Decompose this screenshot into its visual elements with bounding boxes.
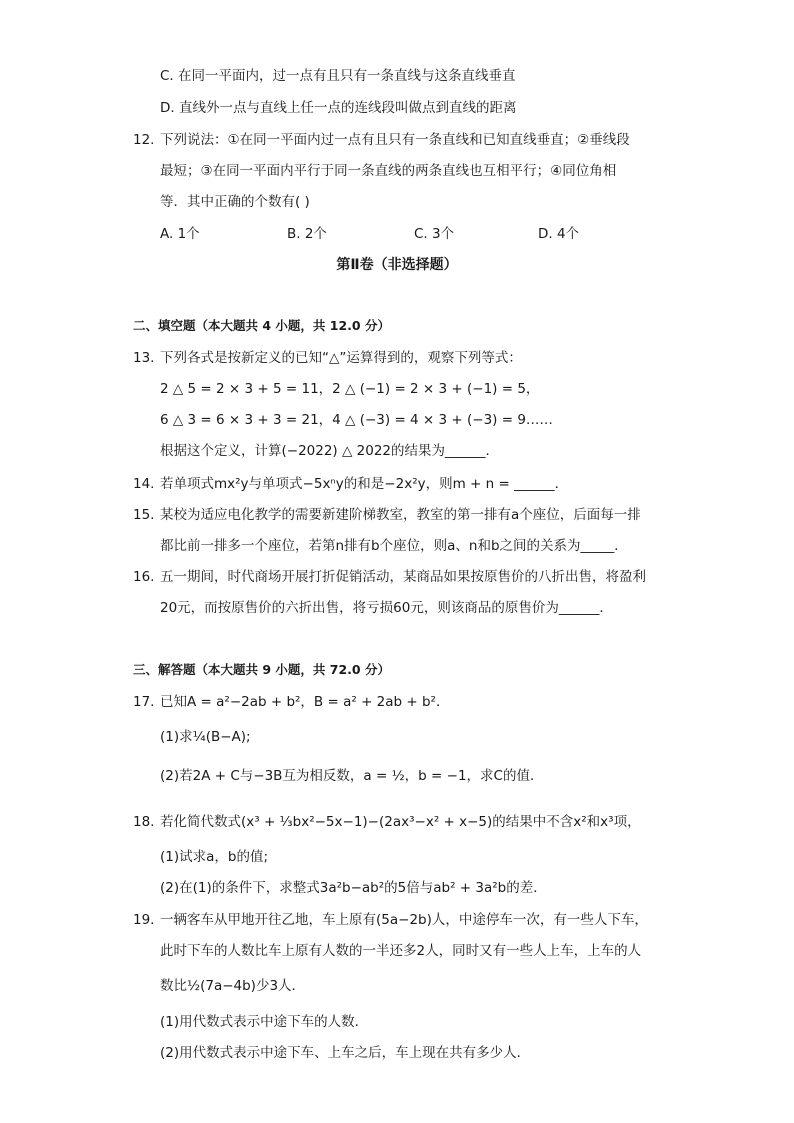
q14-text-line1: 若单项式mx²y与单项式−5xⁿy的和是−2x²y，则m + n = ______．	[160, 476, 569, 492]
q12-number: 12.	[133, 132, 155, 148]
q15-text-line2: 都比前一排多一个座位，若第n排有b个座位，则a、n和b之间的关系为_____．	[160, 538, 628, 554]
q15-text-line1: 某校为适应电化教学的需要新建阶梯教室，教室的第一排有a个座位，后面每一排	[160, 507, 641, 523]
q15-number: 15.	[133, 507, 155, 523]
q19-number: 19.	[133, 912, 155, 928]
q16-number: 16.	[133, 569, 155, 585]
q12-text-line2: 最短；③在同一平面内平行于同一条直线的两条直线也互相平行；④同位角相	[160, 163, 617, 179]
q19-text-line1: 一辆客车从甲地开往乙地，车上原有(5a−2b)人，中途停车一次，有一些人下车，	[160, 912, 648, 928]
q16-text-line1: 五一期间，时代商场开展打折促销活动，某商品如果按原售价的八折出售，将盈利	[160, 569, 646, 585]
q18-text-line1: 若化简代数式(x³ + ⅓bx²−5x−1)−(2ax³−x² + x−5)的结果中不含x²和x³项，	[160, 814, 641, 830]
part2-title: 第Ⅱ卷（非选择题）	[336, 257, 458, 273]
q18-part2: (2)在(1)的条件下，求整式3a²b−ab²的5倍与ab² + 3a²b的差．	[160, 880, 547, 896]
q17-text-line1: 已知A = a²−2ab + b²，B = a² + 2ab + b²．	[160, 694, 450, 710]
q18-part1: (1)试求a，b的值;	[160, 849, 269, 865]
q17-part2: (2)若2A + C与−3B互为相反数，a = ½，b = −1，求C的值．	[160, 768, 544, 784]
q17-number: 17.	[133, 694, 155, 710]
q13-text-line3: 6 △ 3 = 6 × 3 + 3 = 21，4 △ (−3) = 4 × 3 + (−3) = 9……	[160, 412, 553, 428]
q19-part2: (2)用代数式表示中途下车、上车之后，车上现在共有多少人．	[160, 1045, 531, 1061]
q13-number: 13.	[133, 350, 155, 366]
q11-option-d: D. 直线外一点与直线上任一点的连线段叫做点到直线的距离	[160, 100, 517, 116]
q17-part1: (1)求¼(B−A);	[160, 729, 251, 745]
q12-option-b: B. 2个	[287, 226, 327, 242]
q13-text-line2: 2 △ 5 = 2 × 3 + 5 = 11，2 △ (−1) = 2 × 3 + (−1) = 5，	[160, 381, 540, 397]
q14-number: 14.	[133, 476, 155, 492]
q13-text-line4: 根据这个定义，计算(−2022) △ 2022的结果为______．	[160, 443, 500, 459]
q19-text-line3: 数比½(7a−4b)少3人．	[160, 978, 306, 994]
q12-text-line3: 等．其中正确的个数有( )	[160, 194, 310, 210]
q16-text-line2: 20元，而按原售价的六折出售，将亏损60元，则该商品的原售价为______．	[160, 600, 613, 616]
q12-option-a: A. 1个	[160, 226, 200, 242]
q18-number: 18.	[133, 814, 155, 830]
q13-text-line1: 下列各式是按新定义的已知“△”运算得到的，观察下列等式：	[160, 350, 522, 366]
q11-option-c: C. 在同一平面内，过一点有且只有一条直线与这条直线垂直	[160, 68, 516, 84]
q19-text-line2: 此时下车的人数比车上原有人数的一半还多2人，同时又有一些人上车，上车的人	[160, 943, 642, 959]
q12-option-c: C. 3个	[414, 226, 455, 242]
section3-heading: 三、解答题（本大题共 9 小题，共 72.0 分）	[133, 662, 390, 677]
section2-heading: 二、填空题（本大题共 4 小题，共 12.0 分）	[133, 318, 390, 333]
q12-text-line1: 下列说法：①在同一平面内过一点有且只有一条直线和已知直线垂直；②垂线段	[160, 132, 630, 148]
q19-part1: (1)用代数式表示中途下车的人数．	[160, 1014, 369, 1030]
q12-option-d: D. 4个	[538, 226, 580, 242]
